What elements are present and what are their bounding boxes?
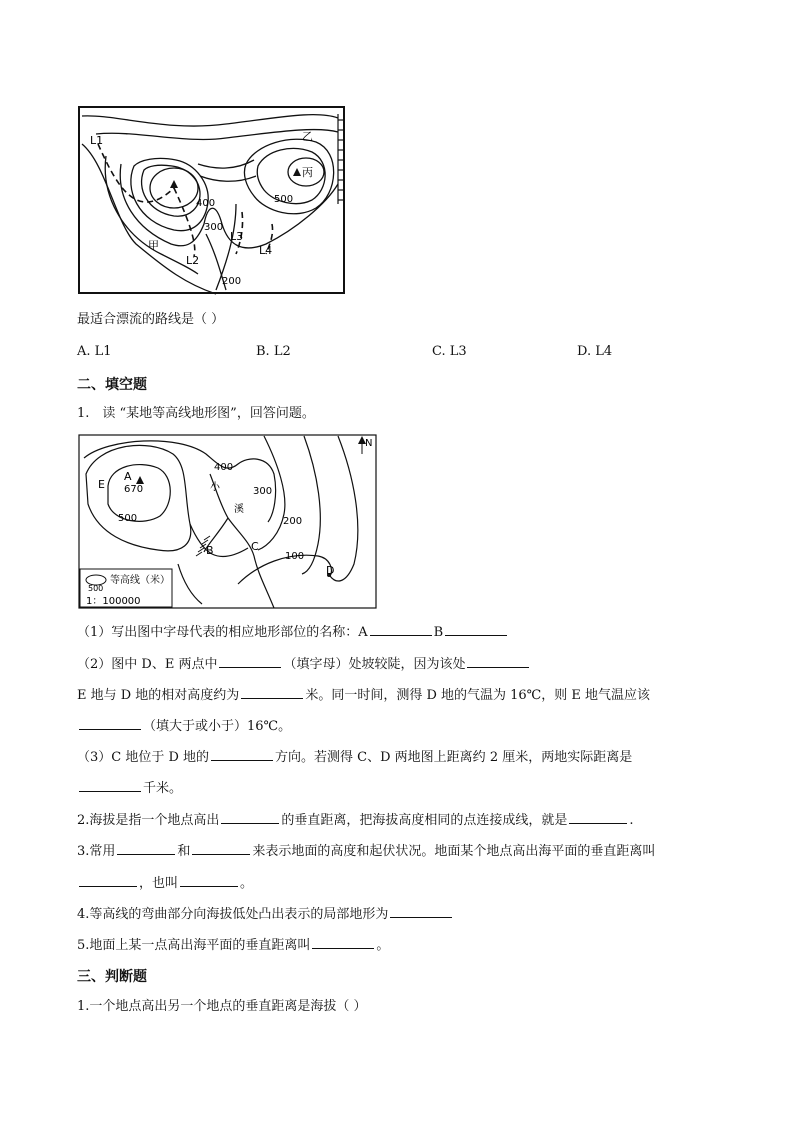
point-a-label: A bbox=[124, 470, 132, 483]
place-bing-label: 丙 bbox=[302, 166, 313, 179]
option-c[interactable]: C. L3 bbox=[432, 344, 467, 359]
stream-char-xi: 溪 bbox=[234, 504, 244, 515]
q1-part2-line2: E 地与 D 地的相对高度约为 米。同一时间，测得 D 地的气温为 16℃，则 E 地气温应该 bbox=[77, 685, 650, 705]
north-label: N bbox=[365, 438, 373, 449]
blank-q3-2[interactable] bbox=[192, 841, 250, 855]
stream-char-xiao: 小 bbox=[210, 482, 220, 493]
place-jia-label: 甲 bbox=[148, 239, 159, 252]
option-b[interactable]: B. L2 bbox=[256, 344, 291, 359]
blank-reason[interactable] bbox=[467, 654, 529, 668]
question-stem: 最适合漂流的路线是（ ） bbox=[77, 312, 225, 327]
q1-part2-line1: （2）图中 D、E 两点中 （填字母）处坡较陡，因为该处 bbox=[77, 654, 531, 674]
blank-b[interactable] bbox=[445, 622, 507, 636]
question-3-line1: 3.常用 和 来表示地面的高度和起伏状况。地面某个地点高出海平面的垂直距离叫 bbox=[77, 841, 655, 861]
contour-200-label: 200 bbox=[283, 516, 303, 527]
q1-part3-line2: 千米。 bbox=[77, 778, 182, 798]
legend-contour-text: 等高线（米） bbox=[110, 575, 170, 586]
blank-q2-2[interactable] bbox=[569, 810, 627, 824]
contour-400-label: 400 bbox=[214, 462, 234, 473]
question-2: 2.海拔是指一个地点高出 的垂直距离，把海拔高度相同的点连接成线，就是 . bbox=[77, 810, 634, 830]
contour-300-label: 300 bbox=[253, 486, 273, 497]
blank-distance[interactable] bbox=[79, 778, 141, 792]
route-l4-label: L4 bbox=[259, 244, 273, 257]
contour-200-label: 200 bbox=[222, 276, 242, 287]
blank-temperature[interactable] bbox=[79, 716, 141, 730]
contour-500-label: 500 bbox=[274, 194, 294, 205]
q1-part2-line3: （填大于或小于）16℃。 bbox=[77, 716, 291, 736]
legend-contour-value: 500 bbox=[88, 584, 104, 593]
blank-steep-point[interactable] bbox=[219, 654, 281, 668]
contour-100-label: 100 bbox=[285, 551, 305, 562]
question-1-stem: 1. 读 “某地等高线地形图”，回答问题。 bbox=[77, 406, 315, 421]
blank-direction[interactable] bbox=[211, 747, 273, 761]
contour-map-1 bbox=[76, 104, 348, 296]
contour-300-label: 300 bbox=[204, 222, 224, 233]
section-3-title: 三、判断题 bbox=[77, 969, 147, 985]
blank-q3-1[interactable] bbox=[117, 841, 175, 855]
point-c-label: C bbox=[251, 540, 259, 553]
option-d[interactable]: D. L4 bbox=[577, 344, 613, 359]
point-a-elevation: 670 bbox=[124, 484, 144, 495]
route-l2-label: L2 bbox=[186, 254, 200, 267]
blank-a[interactable] bbox=[370, 622, 432, 636]
question-5: 5.地面上某一点高出海平面的垂直距离叫 。 bbox=[77, 935, 389, 955]
q1-part1: （1）写出图中字母代表的相应地形部位的名称：A B bbox=[77, 622, 509, 642]
blank-q2-1[interactable] bbox=[221, 810, 279, 824]
route-l1-label: L1 bbox=[90, 134, 104, 147]
blank-q4[interactable] bbox=[390, 904, 452, 918]
legend-scale: 1：100000 bbox=[86, 596, 141, 607]
point-b-label: B bbox=[206, 544, 214, 557]
point-e-label: E bbox=[98, 478, 105, 491]
contour-400-label: 400 bbox=[196, 198, 216, 209]
judge-question-1: 1.一个地点高出另一个地点的垂直距离是海拔（ ） bbox=[77, 999, 367, 1014]
option-a[interactable]: A. L1 bbox=[77, 344, 112, 359]
contour-map-2 bbox=[78, 434, 378, 610]
place-yi-label: 乙 bbox=[302, 130, 313, 143]
question-3-line2: ，也叫 。 bbox=[77, 873, 253, 893]
blank-q5[interactable] bbox=[312, 935, 374, 949]
contour-500-label: 500 bbox=[118, 513, 138, 524]
point-d-label: D bbox=[326, 564, 335, 577]
blank-q3-3[interactable] bbox=[79, 873, 137, 887]
blank-q3-4[interactable] bbox=[180, 873, 238, 887]
route-l3-label: L3 bbox=[230, 230, 244, 243]
question-4: 4.等高线的弯曲部分向海拔低处凸出表示的局部地形为 bbox=[77, 904, 454, 924]
section-2-title: 二、填空题 bbox=[77, 377, 147, 393]
blank-relative-height[interactable] bbox=[241, 685, 303, 699]
q1-part3-line1: （3）C 地位于 D 地的 方向。若测得 C、D 两地图上距离约 2 厘米，两地实际距离是 bbox=[77, 747, 632, 767]
